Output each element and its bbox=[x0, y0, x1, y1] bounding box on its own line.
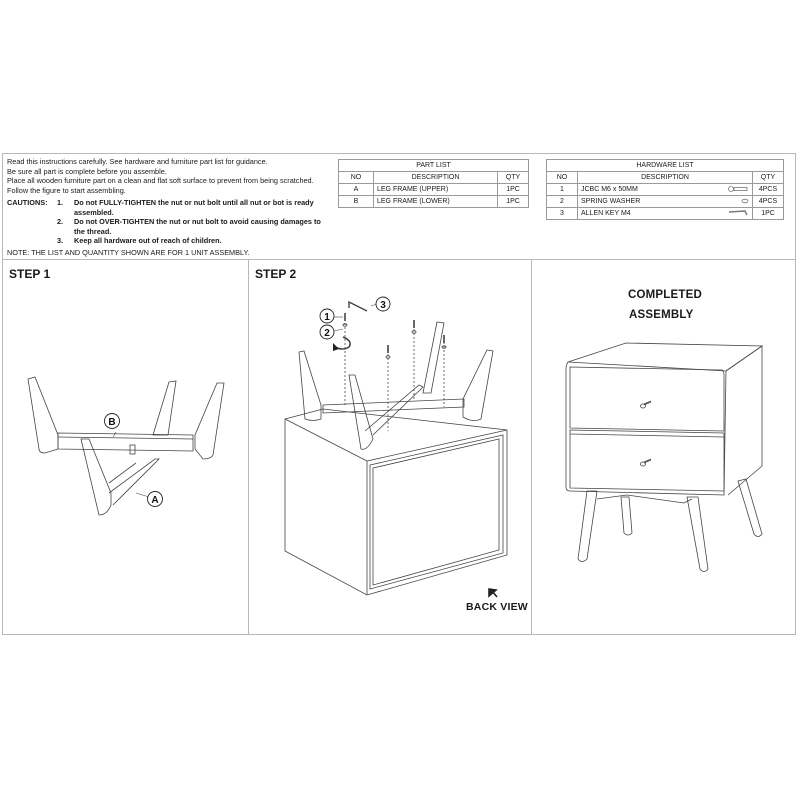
hardware-description: ALLEN KEY M4 bbox=[578, 208, 721, 220]
hardware-no: 2 bbox=[547, 196, 578, 208]
caution-number: 2. bbox=[57, 217, 64, 226]
step-1-title: STEP 1 bbox=[9, 267, 51, 281]
part-description: LEG FRAME (UPPER) bbox=[374, 184, 498, 196]
part-no: A bbox=[339, 184, 374, 196]
caution-text: Keep all hardware out of reach of children. bbox=[74, 236, 222, 245]
caution-number: 3. bbox=[57, 236, 64, 245]
hardware-qty: 4PCS bbox=[753, 184, 784, 196]
hardware-description: SPRING WASHER bbox=[578, 196, 721, 208]
step-2-illustration bbox=[249, 259, 531, 635]
rotation-arrow-icon bbox=[333, 343, 339, 351]
callout-b-label: B bbox=[108, 417, 116, 428]
intro-line: Follow the figure to start assembling. bbox=[7, 185, 126, 195]
bolt-icon bbox=[720, 184, 753, 196]
table-row bbox=[339, 196, 529, 208]
assembly-note: NOTE: THE LIST AND QUANTITY SHOWN ARE FOR 1 UNIT ASSEMBLY. bbox=[7, 248, 250, 257]
part-qty: 1PC bbox=[498, 184, 529, 196]
intro-line: Read this instructions carefully. See hardware and furniture part list for guidance. bbox=[7, 157, 268, 166]
intro-line: Be sure all part is complete before you assemble. bbox=[7, 166, 167, 176]
completed-panel bbox=[532, 259, 797, 635]
step-2-panel bbox=[249, 259, 531, 635]
column-header: DESCRIPTION bbox=[374, 172, 498, 184]
column-header: NO bbox=[339, 172, 374, 184]
part-no: B bbox=[339, 196, 374, 208]
completed-nightstand-illustration bbox=[532, 259, 797, 635]
completed-title-line1: COMPLETED bbox=[628, 289, 702, 301]
view-arrow-icon bbox=[489, 589, 497, 597]
back-view-label: BACK VIEW bbox=[466, 601, 528, 613]
caution-text: Do not OVER-TIGHTEN the nut or nut bolt to avoid causing damages to the thread. bbox=[74, 217, 321, 236]
hardware-no: 3 bbox=[547, 208, 578, 220]
step-2-title: STEP 2 bbox=[255, 267, 297, 281]
caution-text: Do not FULLY-TIGHTEN the nut or nut bolt until all nut or bot is ready assembled. bbox=[74, 198, 314, 217]
step-1-illustration bbox=[3, 259, 248, 635]
hardware-list-table bbox=[546, 159, 784, 220]
completed-title-line2: ASSEMBLY bbox=[629, 309, 694, 321]
hardware-qty: 1PC bbox=[753, 208, 784, 220]
hardware-no: 1 bbox=[547, 184, 578, 196]
part-description: LEG FRAME (LOWER) bbox=[374, 196, 498, 208]
svg-text:3: 3 bbox=[380, 300, 386, 311]
callout-a-label: A bbox=[151, 495, 159, 506]
allen-key-icon bbox=[720, 208, 753, 220]
intro-instructions bbox=[7, 157, 314, 195]
washer-icon bbox=[720, 196, 753, 208]
hardware-list-title: HARDWARE LIST bbox=[547, 160, 784, 172]
part-list-table bbox=[338, 159, 529, 208]
intro-line: Place all wooden furniture part on a clean and flat soft surface to prevent from being scratched. bbox=[7, 176, 314, 186]
column-header: QTY bbox=[498, 172, 529, 184]
step-1-panel bbox=[3, 259, 248, 635]
table-row bbox=[339, 184, 529, 196]
column-header: DESCRIPTION bbox=[578, 172, 753, 184]
column-header: QTY bbox=[753, 172, 784, 184]
part-list-title: PART LIST bbox=[339, 160, 529, 172]
table-row bbox=[547, 184, 784, 196]
hardware-description: JCBC M6 x 50MM bbox=[578, 184, 721, 196]
column-header: NO bbox=[547, 172, 578, 184]
table-row bbox=[547, 208, 784, 220]
table-row bbox=[547, 196, 784, 208]
cautions-label: CAUTIONS: bbox=[7, 198, 48, 207]
part-qty: 1PC bbox=[498, 196, 529, 208]
hardware-qty: 4PCS bbox=[753, 196, 784, 208]
svg-text:2: 2 bbox=[324, 328, 330, 339]
caution-number: 1. bbox=[57, 198, 64, 207]
instruction-sheet bbox=[2, 153, 796, 635]
svg-text:1: 1 bbox=[324, 312, 330, 323]
